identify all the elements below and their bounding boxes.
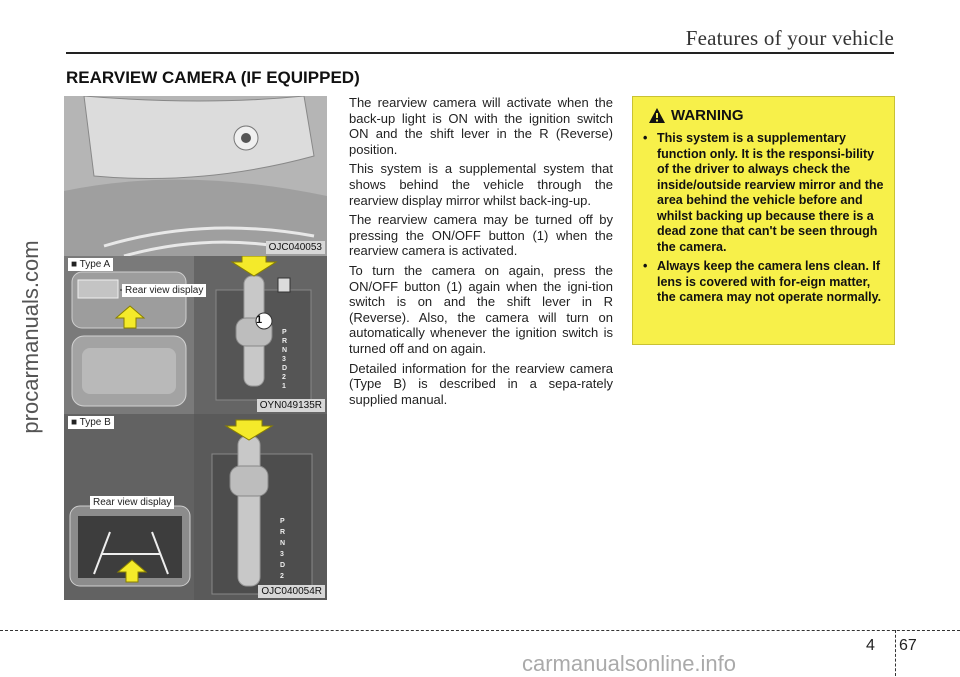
warning-icon (649, 108, 665, 123)
warning-box (632, 96, 895, 345)
page-number: 67 (899, 637, 917, 654)
section-title: REARVIEW CAMERA (IF EQUIPPED) (66, 68, 360, 87)
footer-divider (0, 630, 960, 631)
warning-item: • This system is a supplementary function only. It is the responsi-bility of the driver to always check the inside/outside rearview mirror and the area behind the vehicle before and whilst backing up because there is a dead zone that can't be seen through the camera. (643, 131, 884, 254)
figure-code: OJC040054R (258, 585, 325, 598)
rear-view-display-callout: Rear view display (122, 284, 206, 297)
type-b-illustration (64, 414, 327, 600)
figure-code: OYN049135R (257, 399, 325, 412)
type-a-illustration (64, 256, 327, 414)
button-marker: 1 (256, 314, 263, 326)
car-rear-drawing (64, 96, 327, 256)
chapter-number: 4 (866, 637, 875, 654)
rear-car-illustration (64, 96, 327, 256)
warning-item: • Always keep the camera lens clean. If lens is covered with for-eign matter, the camera may not operate normally. (643, 259, 882, 304)
paragraph: Detailed information for the rearview camera (Type B) is described in a sepa-rately supplied manual. (349, 360, 613, 407)
paragraph: The rearview camera will activate when the back-up light is ON with the ignition switch ON and the shift lever in the R (Reverse) position. (349, 95, 613, 157)
figure-code: OJC040053 (266, 241, 325, 254)
rear-view-display-callout: Rear view display (90, 496, 174, 509)
header-title: Features of your vehicle (685, 26, 894, 50)
body-text (349, 95, 613, 411)
gear-indicator: P R N 3 D 2 (280, 518, 286, 580)
paragraph: This system is a supplemental system that shows behind the vehicle through the rearview display mirror whilst back-ing-up. (349, 161, 613, 208)
paragraph: To turn the camera on again, press the ON/OFF button (1) again when the igni-tion switch is on and the shift lever in R (Reverse). Also, the camera will turn on automatically whenever the ignition switch is turned off and on again. (349, 262, 613, 356)
header-divider (66, 52, 894, 54)
warning-heading (649, 107, 744, 124)
type-a-label: ■ Type A (68, 258, 113, 271)
paragraph: The rearview camera may be turned off by pressing the ON/OFF button (1) when the rearview camera is activated. (349, 212, 613, 259)
side-watermark: procarmanuals.com (18, 240, 43, 434)
page-number-separator (895, 630, 896, 676)
gear-indicator: P R N 3 D 2 1 (282, 329, 288, 390)
bottom-watermark: carmanualsonline.info (522, 651, 737, 676)
type-b-label: ■ Type B (68, 416, 114, 429)
warning-title: WARNING (671, 107, 744, 124)
warning-list (643, 131, 889, 310)
